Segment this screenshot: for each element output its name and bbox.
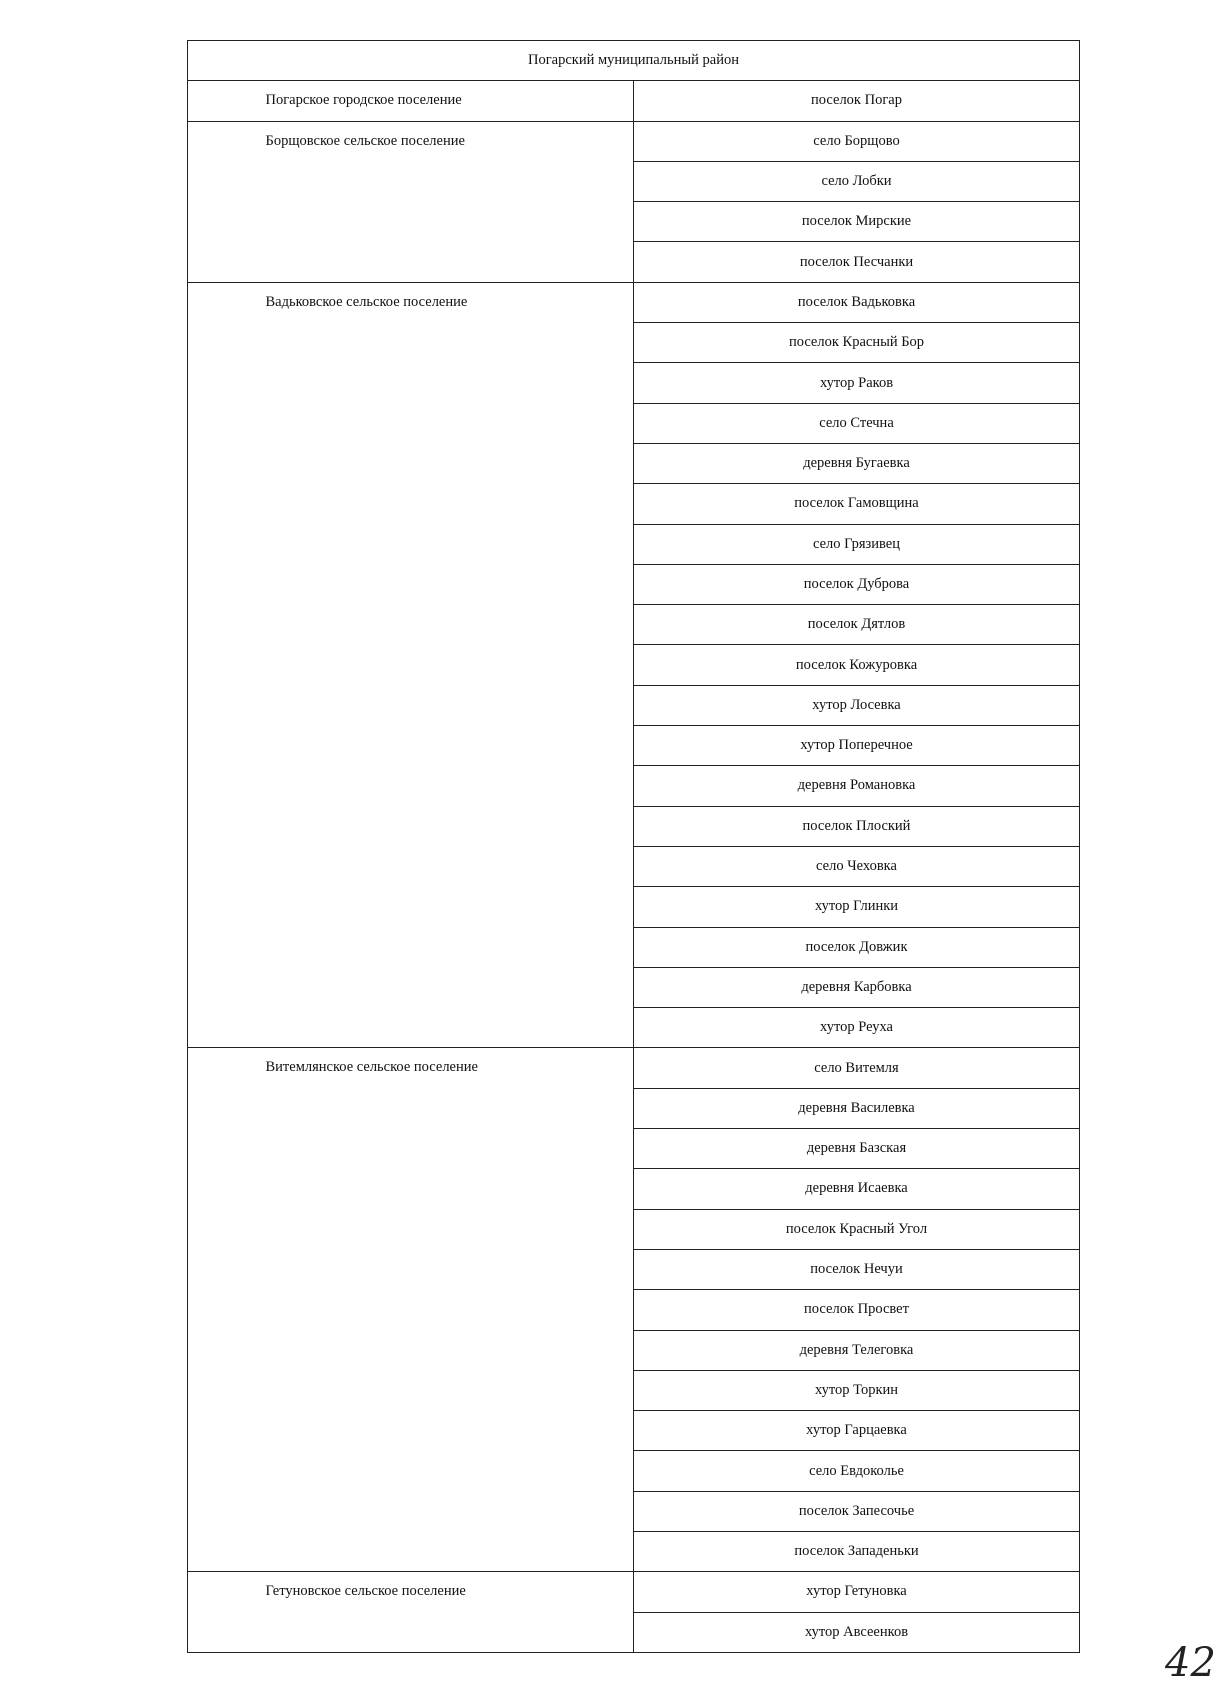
locality-cell: поселок Западеньки xyxy=(634,1531,1080,1571)
locality-cell: поселок Погар xyxy=(634,81,1080,121)
locality-cell: хутор Торкин xyxy=(634,1370,1080,1410)
locality-cell: поселок Красный Бор xyxy=(634,323,1080,363)
locality-cell: поселок Дятлов xyxy=(634,605,1080,645)
locality-cell: деревня Романовка xyxy=(634,766,1080,806)
locality-cell: поселок Гамовщина xyxy=(634,484,1080,524)
locality-cell: деревня Базская xyxy=(634,1129,1080,1169)
settlement-name: Витемлянское сельское поселение xyxy=(265,1059,478,1076)
locality-cell: село Евдоколье xyxy=(634,1451,1080,1491)
locality-cell: поселок Мирские xyxy=(634,202,1080,242)
table-row xyxy=(188,121,1080,161)
page-number: 42 xyxy=(1165,1640,1216,1686)
locality-cell: поселок Запесочье xyxy=(634,1491,1080,1531)
locality-cell: поселок Красный Угол xyxy=(634,1209,1080,1249)
locality-cell: деревня Василевка xyxy=(634,1088,1080,1128)
locality-cell: хутор Лосевка xyxy=(634,685,1080,725)
settlement-cell xyxy=(188,1048,634,1572)
locality-cell: село Грязивец xyxy=(634,524,1080,564)
locality-cell: деревня Карбовка xyxy=(634,967,1080,1007)
district-title: Погарский муниципальный район xyxy=(188,41,1080,81)
settlement-cell xyxy=(188,282,634,1048)
settlements-table xyxy=(187,40,1080,1653)
locality-cell: поселок Песчанки xyxy=(634,242,1080,282)
table-header-row xyxy=(188,41,1080,81)
settlement-cell xyxy=(188,1572,634,1653)
locality-cell: поселок Нечуи xyxy=(634,1249,1080,1289)
locality-cell: деревня Телеговка xyxy=(634,1330,1080,1370)
locality-cell: деревня Бугаевка xyxy=(634,443,1080,483)
settlement-cell xyxy=(188,81,634,121)
locality-cell: поселок Просвет xyxy=(634,1290,1080,1330)
locality-cell: хутор Глинки xyxy=(634,887,1080,927)
table-row xyxy=(188,81,1080,121)
locality-cell: хутор Раков xyxy=(634,363,1080,403)
locality-cell: хутор Гарцаевка xyxy=(634,1411,1080,1451)
locality-cell: село Борщово xyxy=(634,121,1080,161)
locality-cell: поселок Довжик xyxy=(634,927,1080,967)
locality-cell: поселок Плоский xyxy=(634,806,1080,846)
locality-cell: хутор Авсеенков xyxy=(634,1612,1080,1652)
table-row xyxy=(188,1572,1080,1612)
locality-cell: поселок Дуброва xyxy=(634,564,1080,604)
locality-cell: село Чеховка xyxy=(634,846,1080,886)
locality-cell: поселок Кожуровка xyxy=(634,645,1080,685)
locality-cell: хутор Реуха xyxy=(634,1008,1080,1048)
table-row xyxy=(188,282,1080,322)
settlement-name: Гетуновское сельское поселение xyxy=(265,1583,466,1600)
locality-cell: село Стечна xyxy=(634,403,1080,443)
locality-cell: хутор Гетуновка xyxy=(634,1572,1080,1612)
settlement-cell xyxy=(188,121,634,282)
table-row xyxy=(188,1048,1080,1088)
locality-cell: деревня Исаевка xyxy=(634,1169,1080,1209)
locality-cell: хутор Поперечное xyxy=(634,726,1080,766)
settlement-name: Борщовское сельское поселение xyxy=(265,132,465,149)
locality-cell: село Лобки xyxy=(634,161,1080,201)
locality-cell: село Витемля xyxy=(634,1048,1080,1088)
settlement-name: Погарское городское поселение xyxy=(265,92,462,109)
locality-cell: поселок Вадьковка xyxy=(634,282,1080,322)
settlement-name: Вадьковское сельское поселение xyxy=(265,293,468,310)
